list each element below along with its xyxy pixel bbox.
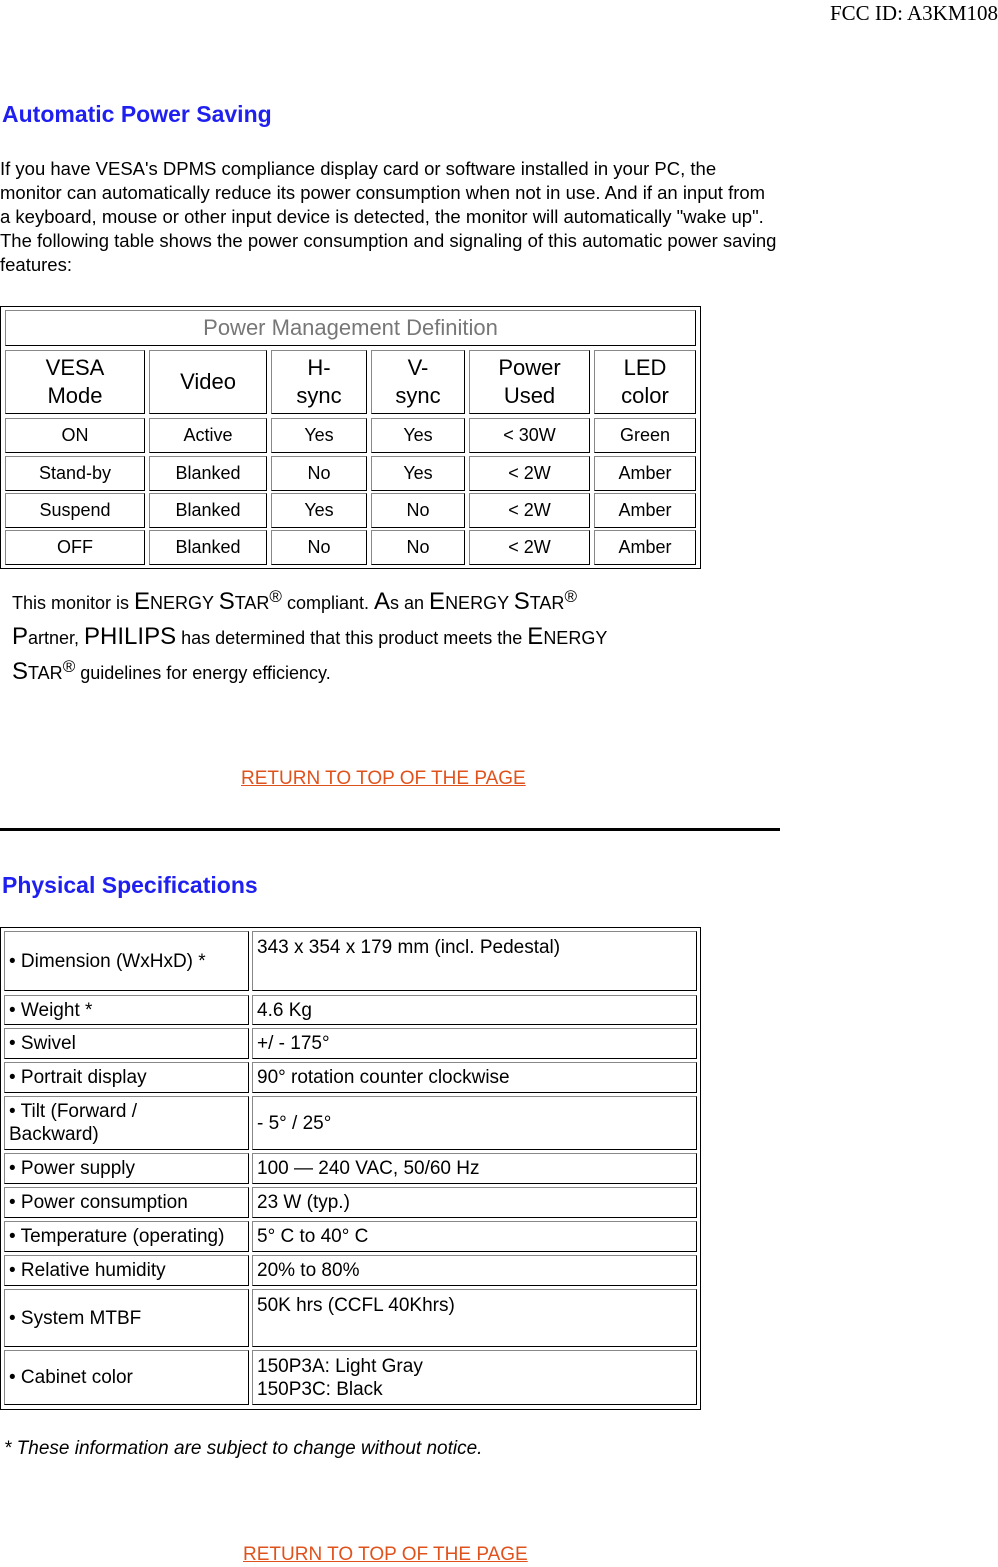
pm-cell: Amber — [594, 456, 696, 491]
header-power-used: Power Used — [469, 350, 590, 414]
registered-mark: ® — [564, 587, 577, 606]
physical-specs-title: Physical Specifications — [2, 872, 258, 898]
pm-cell: Stand-by — [5, 456, 145, 491]
spec-value: 90° rotation counter clockwise — [252, 1062, 697, 1093]
pm-cell: Yes — [271, 493, 367, 528]
pm-cell: Blanked — [149, 456, 267, 491]
spec-label: • Temperature (operating) — [4, 1221, 249, 1252]
pm-cell: < 2W — [469, 530, 590, 565]
fcc-id: FCC ID: A3KM108 — [829, 1, 998, 25]
spec-value: 4.6 Kg — [252, 995, 697, 1025]
spec-label: • System MTBF — [4, 1289, 249, 1347]
pm-cell: No — [371, 493, 465, 528]
pm-cell: No — [271, 456, 367, 491]
pm-cell: Green — [594, 418, 696, 453]
spec-value: 20% to 80% — [252, 1255, 697, 1286]
energy-star-statement: This monitor is ENERGY STAR® compliant. As an ENERGY STAR® Partner, PHILIPS has determined that this product meets the ENERGY STAR® guidelines for energy efficiency. — [12, 587, 608, 685]
header-h-sync: H- sync — [271, 350, 367, 414]
pm-cell: No — [371, 530, 465, 565]
pm-cell: Active — [149, 418, 267, 453]
pm-cell: < 2W — [469, 456, 590, 491]
registered-mark: ® — [62, 657, 76, 676]
pm-cell: Blanked — [149, 493, 267, 528]
spec-value: 23 W (typ.) — [252, 1187, 697, 1218]
spec-label: • Weight * — [4, 995, 249, 1025]
disclaimer-note: * These information are subject to change without notice. — [4, 1438, 483, 1459]
spec-value: - 5° / 25° — [252, 1096, 697, 1150]
pm-cell: ON — [5, 418, 145, 453]
philips-brand: PHILIPS — [84, 623, 177, 650]
header-video: Video — [149, 350, 267, 414]
spec-label: • Swivel — [4, 1028, 249, 1059]
pm-cell: No — [271, 530, 367, 565]
spec-value: 100 — 240 VAC, 50/60 Hz — [252, 1153, 697, 1184]
return-to-top-link[interactable]: RETURN TO TOP OF THE PAGE — [243, 1544, 528, 1565]
power-saving-title: Automatic Power Saving — [2, 101, 272, 127]
pm-cell: Yes — [271, 418, 367, 453]
pm-cell: Amber — [594, 493, 696, 528]
section-divider — [0, 828, 780, 831]
spec-value: 343 x 354 x 179 mm (incl. Pedestal) — [252, 931, 697, 991]
spec-label: • Portrait display — [4, 1062, 249, 1093]
header-v-sync: V- sync — [371, 350, 465, 414]
pm-cell: OFF — [5, 530, 145, 565]
return-to-top-link[interactable]: RETURN TO TOP OF THE PAGE — [241, 768, 526, 789]
spec-label: • Tilt (Forward / Backward) — [4, 1096, 249, 1150]
pm-cell: < 30W — [469, 418, 590, 453]
spec-value: 50K hrs (CCFL 40Khrs) — [252, 1289, 697, 1347]
pm-cell: < 2W — [469, 493, 590, 528]
pm-cell: Blanked — [149, 530, 267, 565]
spec-value: 5° C to 40° C — [252, 1221, 697, 1252]
registered-mark: ® — [269, 587, 282, 606]
pm-cell: Amber — [594, 530, 696, 565]
spec-label: • Dimension (WxHxD) * — [4, 931, 249, 991]
header-led-color: LED color — [594, 350, 696, 414]
spec-value: +/ - 175° — [252, 1028, 697, 1059]
spec-label: • Power consumption — [4, 1187, 249, 1218]
spec-label: • Power supply — [4, 1153, 249, 1184]
header-vesa-mode: VESA Mode — [5, 350, 145, 414]
spec-label: • Relative humidity — [4, 1255, 249, 1286]
pm-cell: Yes — [371, 418, 465, 453]
pm-cell: Suspend — [5, 493, 145, 528]
spec-value: 150P3A: Light Gray 150P3C: Black — [252, 1350, 697, 1405]
power-table-title: Power Management Definition — [5, 310, 696, 346]
pm-cell: Yes — [371, 456, 465, 491]
power-saving-intro: If you have VESA's DPMS compliance display card or software installed in your PC, the monitor can automatically reduce its power consumption when not in use. And if an input from a keyboard, mouse or other input device is detected, the monitor will automatically "wake up". The following table shows the power consumption and signaling of this automatic power saving features: — [0, 158, 777, 275]
spec-label: • Cabinet color — [4, 1350, 249, 1405]
